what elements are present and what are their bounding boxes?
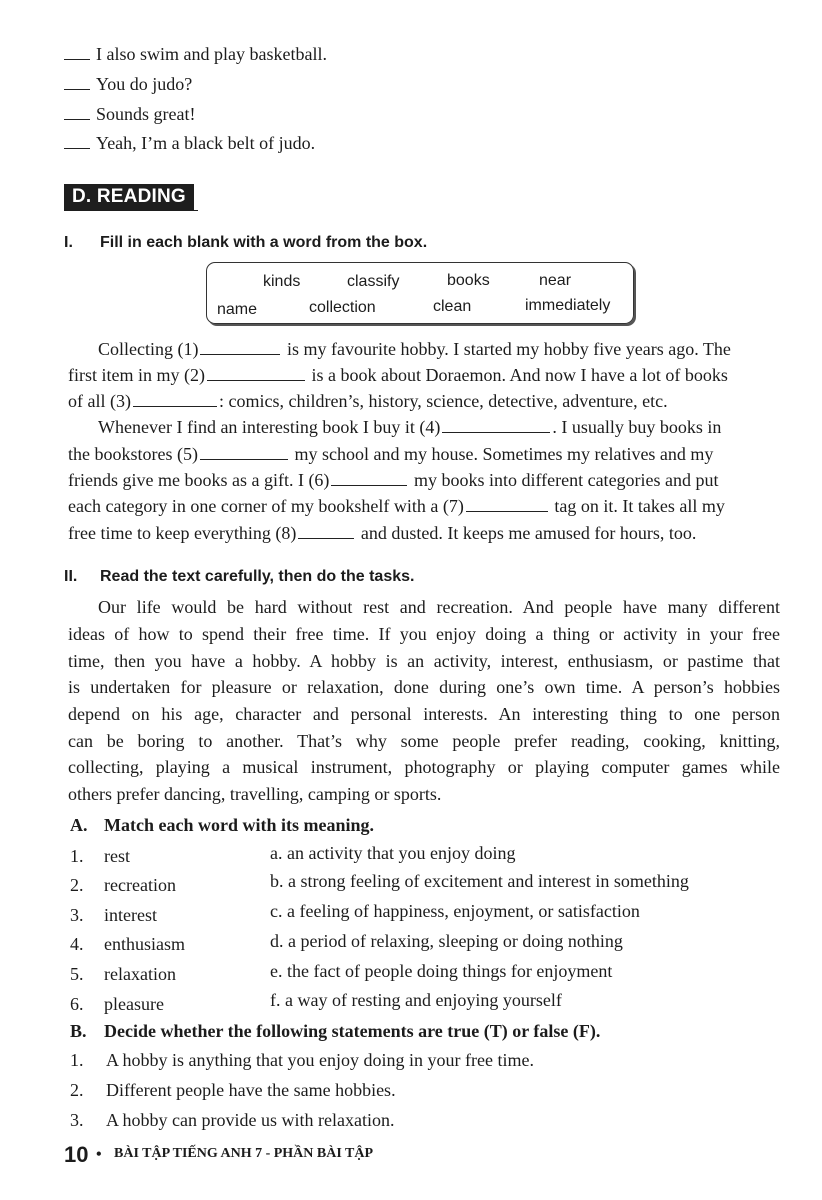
match-number: 2. [70, 875, 84, 895]
passage-text: tag on it. It takes all my [554, 496, 725, 516]
passage-text: is a book about Doraemon. And now I have a lot of books [311, 365, 728, 385]
passage-line [98, 339, 778, 360]
passage-text: is my favourite hobby. I started my hobby five years ago. The [286, 339, 731, 359]
dialogue-text: You do judo? [96, 74, 193, 94]
match-definition: e. the fact of people doing things for enjoyment [270, 961, 613, 981]
blank-4[interactable] [442, 417, 550, 433]
box-word: near [539, 272, 572, 289]
word-box [206, 262, 634, 324]
part-letter: A. [70, 815, 88, 835]
blank-6[interactable] [331, 470, 407, 486]
passage-line: Our life would be hard without rest and recreation. And people have many different [98, 597, 780, 617]
task-number: II. [64, 568, 78, 585]
passage-text: Whenever I find an interesting book I buy it (4) [98, 417, 441, 437]
passage-line: can be boring to another. That’s why some people prefer reading, cooking, knitting, [68, 731, 780, 751]
match-word: enthusiasm [104, 934, 185, 954]
answer-blank[interactable] [64, 45, 90, 60]
footer-bullet: • [96, 1146, 102, 1163]
passage-text: my school and my house. Sometimes my relatives and my [294, 444, 714, 464]
passage-line: ideas of how to spend their free time. If you enjoy doing a thing or activity in your free [68, 624, 780, 644]
blank-8[interactable] [298, 523, 354, 539]
box-word: books [447, 272, 490, 289]
match-number: 1. [70, 846, 84, 866]
match-definition: b. a strong feeling of excitement and interest in something [270, 871, 689, 891]
part-title: Decide whether the following statements are true (T) or false (F). [104, 1021, 601, 1041]
dialogue-text: I also swim and play basketball. [96, 44, 327, 64]
passage-line [98, 417, 778, 438]
passage-line: collecting, playing a musical instrument, photography or playing computer games while [68, 757, 780, 777]
passage-text: the bookstores (5) [68, 444, 198, 464]
passage-line: depend on his age, character and personal interests. An interesting thing to one person [68, 704, 780, 724]
box-word: clean [433, 298, 472, 315]
match-definition: c. a feeling of happiness, enjoyment, or satisfaction [270, 901, 640, 921]
part-letter: B. [70, 1021, 87, 1041]
box-word: classify [347, 273, 400, 290]
match-number: 5. [70, 964, 84, 984]
statement-text: Different people have the same hobbies. [106, 1080, 396, 1100]
blank-1[interactable] [200, 339, 280, 355]
dialogue-line [64, 133, 315, 154]
task2-instruction [64, 568, 414, 586]
blank-2[interactable] [207, 365, 305, 381]
match-number: 4. [70, 934, 84, 954]
part-title: Match each word with its meaning. [104, 815, 374, 835]
passage-text: Collecting (1) [98, 339, 199, 359]
box-word: collection [309, 299, 376, 316]
passage-text: and dusted. It keeps me amused for hours, too. [360, 523, 697, 543]
task1-instruction [64, 234, 427, 252]
passage-text: my books into different categories and put [413, 470, 719, 490]
passage-text: : comics, children’s, history, science, detective, adventure, etc. [218, 391, 668, 411]
passage-line [68, 523, 778, 544]
blank-3[interactable] [133, 391, 217, 407]
section-divider [64, 210, 198, 211]
task-text: Fill in each blank with a word from the box. [100, 234, 428, 251]
passage-line [68, 470, 778, 491]
box-word: immediately [525, 297, 611, 314]
passage-text: . I usually buy books in [552, 417, 722, 437]
passage-text: of all (3) [68, 391, 131, 411]
part-a-heading [70, 815, 374, 836]
match-word: rest [104, 846, 130, 866]
section-title: D. READING [64, 184, 194, 210]
match-definition: f. a way of resting and enjoying yourself [270, 990, 562, 1010]
statement-number: 1. [70, 1050, 84, 1070]
answer-blank[interactable] [64, 134, 90, 149]
passage-line [68, 365, 778, 386]
answer-blank[interactable] [64, 105, 90, 120]
passage-text: free time to keep everything (8) [68, 523, 297, 543]
passage-line: is undertaken for pleasure or relaxation, done during one’s own time. A person’s hobbies [68, 677, 780, 697]
match-word: interest [104, 905, 157, 925]
passage-line [68, 496, 778, 517]
task-text: Read the text carefully, then do the tasks. [100, 568, 415, 585]
page-number: 10 [64, 1142, 89, 1167]
dialogue-line [64, 74, 192, 95]
statement-number: 3. [70, 1110, 84, 1130]
statement-number: 2. [70, 1080, 84, 1100]
part-b-heading [70, 1021, 600, 1042]
passage-line: time, then you have a hobby. A hobby is an activity, interest, enthusiasm, or pastime that [68, 651, 780, 671]
statement-text: A hobby can provide us with relaxation. [106, 1110, 395, 1130]
match-word: relaxation [104, 964, 176, 984]
passage-line [68, 444, 778, 465]
passage-line: others prefer dancing, travelling, camping or sports. [68, 784, 442, 804]
task-number: I. [64, 234, 73, 251]
match-word: pleasure [104, 994, 164, 1014]
match-word: recreation [104, 875, 176, 895]
dialogue-line [64, 44, 327, 65]
blank-7[interactable] [466, 496, 548, 512]
dialogue-text: Yeah, I’m a black belt of judo. [96, 133, 316, 153]
passage-text: friends give me books as a gift. I (6) [68, 470, 330, 490]
book-title: BÀI TẬP TIẾNG ANH 7 - PHẦN BÀI TẬP [114, 1146, 374, 1161]
match-definition: a. an activity that you enjoy doing [270, 843, 516, 863]
box-word: kinds [263, 273, 301, 290]
blank-5[interactable] [200, 444, 288, 460]
match-number: 3. [70, 905, 84, 925]
match-definition: d. a period of relaxing, sleeping or doing nothing [270, 931, 623, 951]
passage-text: each category in one corner of my bookshelf with a (7) [68, 496, 464, 516]
passage-line [68, 391, 778, 412]
dialogue-text: Sounds great! [96, 104, 196, 124]
dialogue-line [64, 104, 195, 125]
match-number: 6. [70, 994, 84, 1014]
answer-blank[interactable] [64, 75, 90, 90]
box-word: name [217, 301, 258, 318]
passage-text: first item in my (2) [68, 365, 205, 385]
statement-text: A hobby is anything that you enjoy doing in your free time. [106, 1050, 534, 1070]
